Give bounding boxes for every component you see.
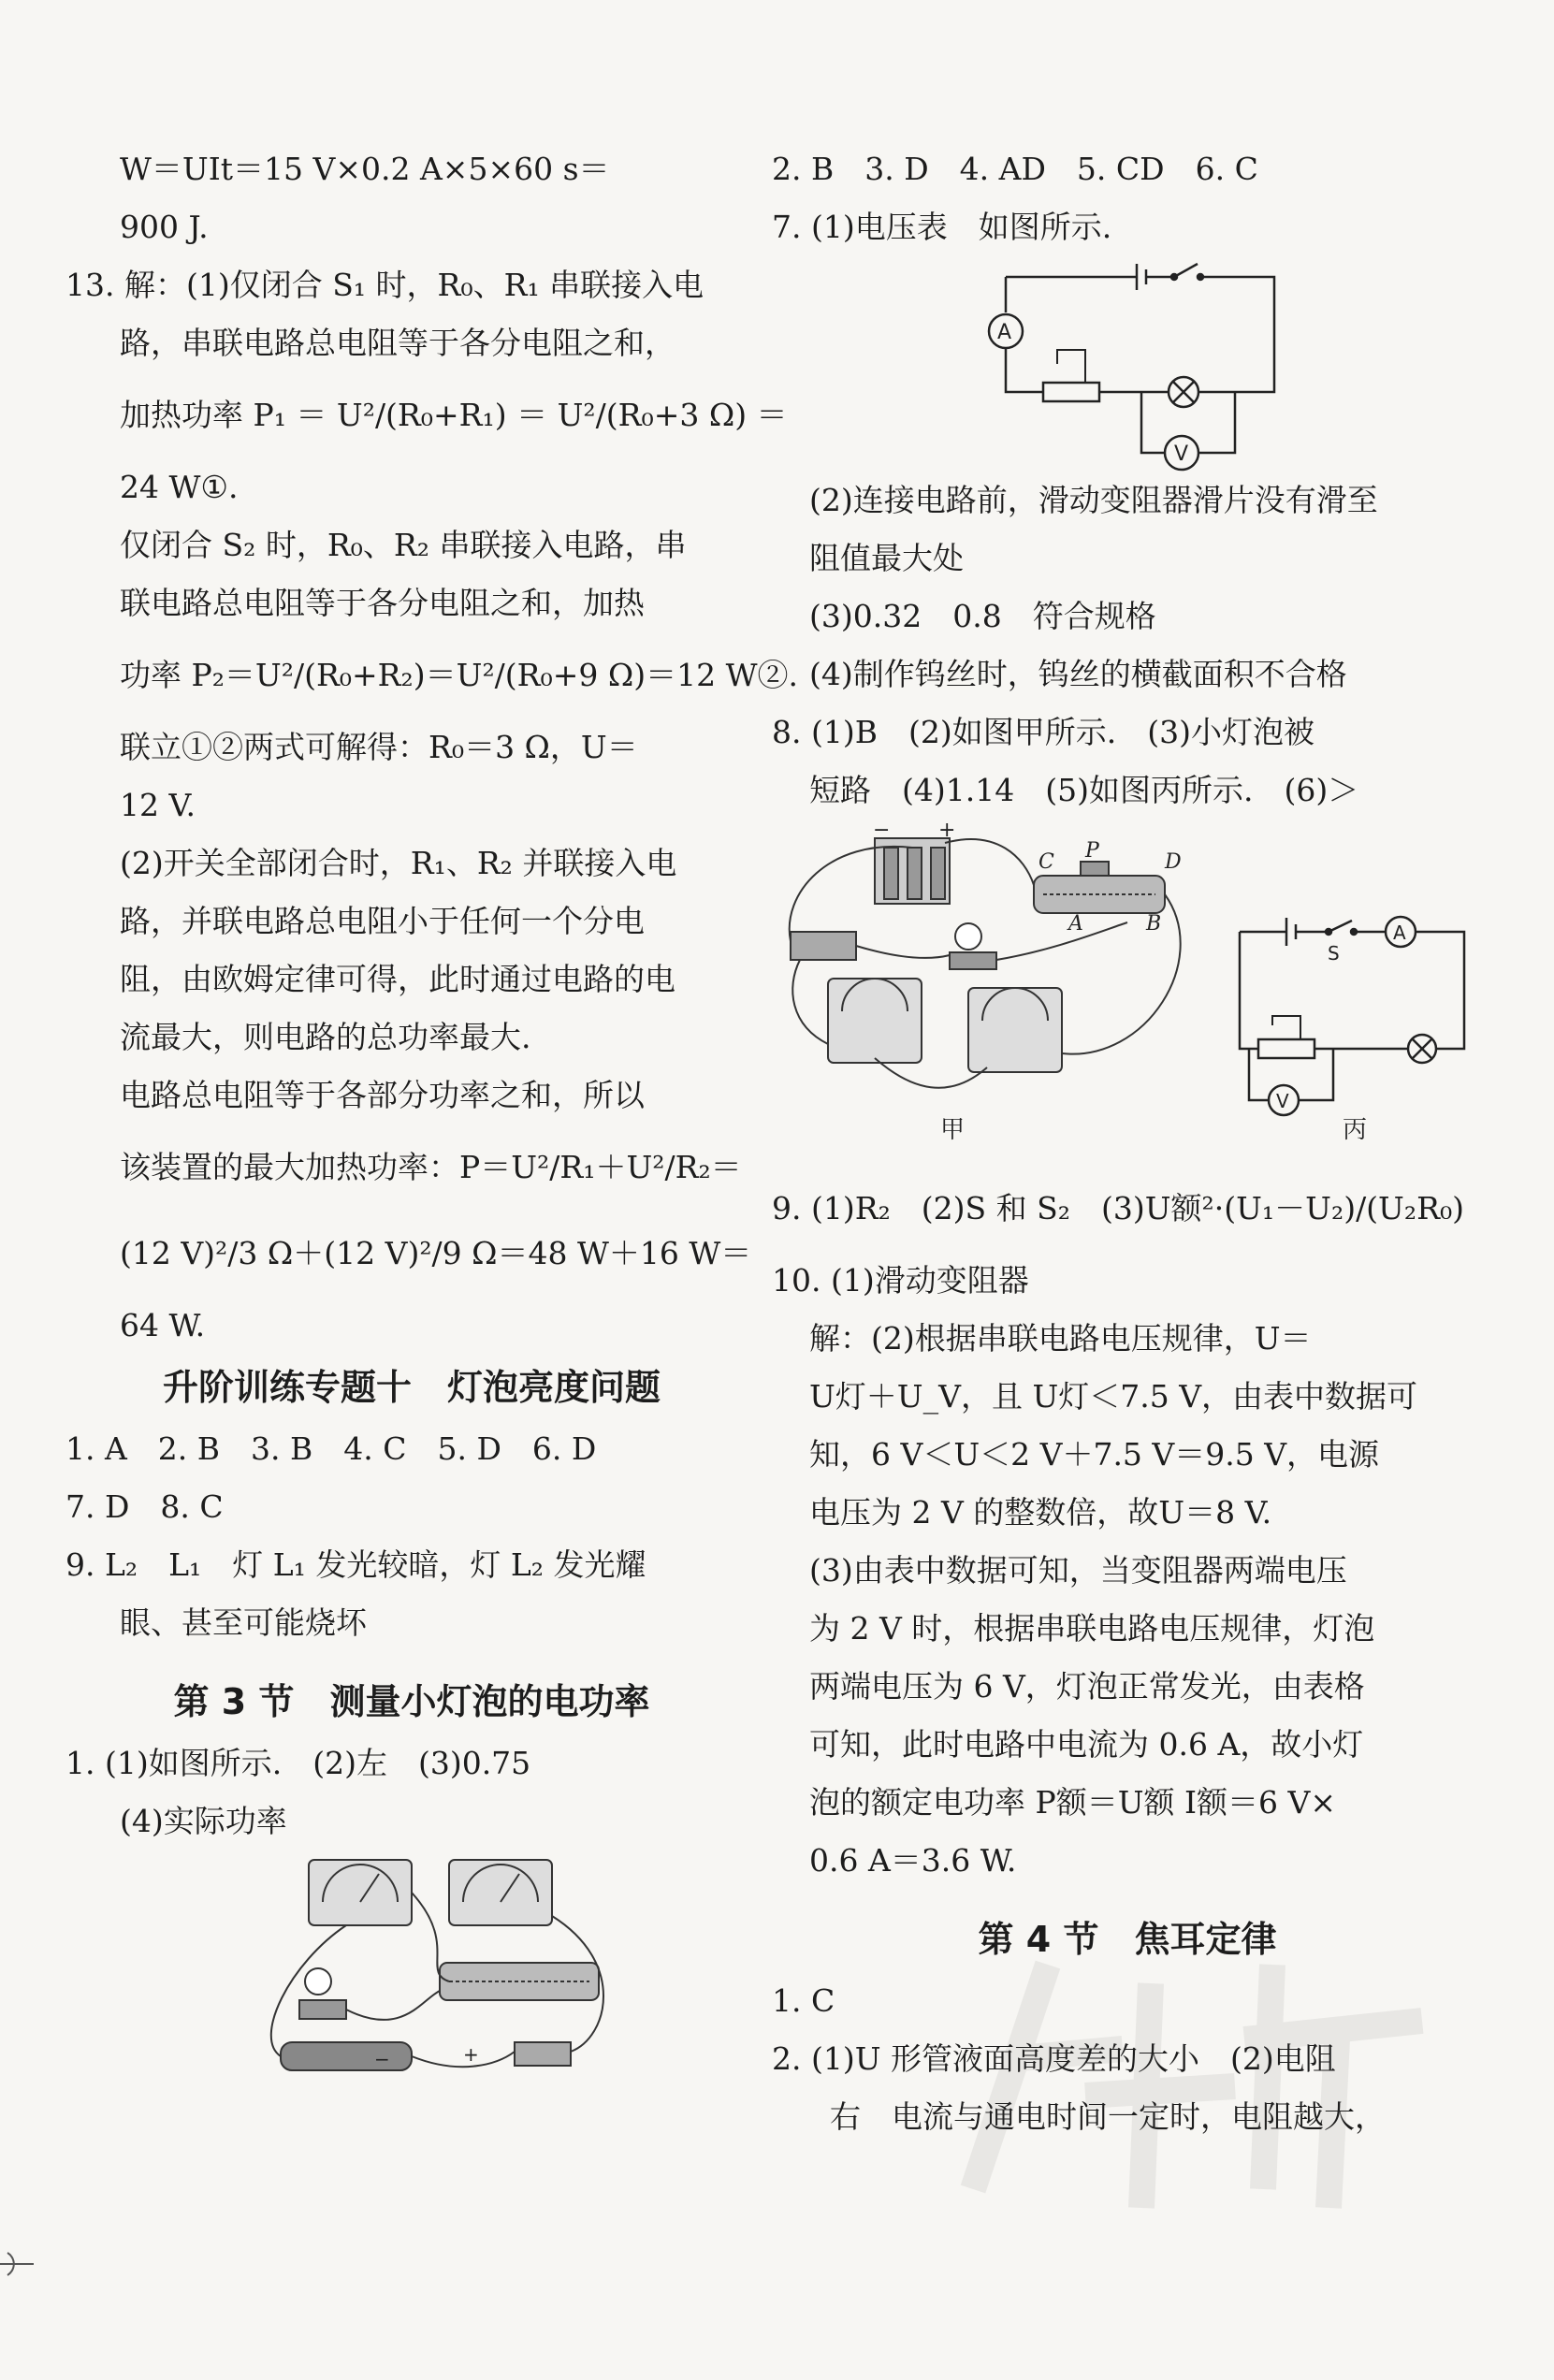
- circuit-photo-8-jia-icon: [790, 838, 1181, 1088]
- answer-line: 900 J.: [120, 209, 209, 245]
- answer-line: 电压为 2 V 的整数倍，故U＝8 V.: [809, 1494, 1272, 1531]
- answer-line: 联立①②两式可解得：R₀＝3 Ω，U＝: [120, 729, 638, 765]
- circuit-diagram-8-bing-icon: [1240, 917, 1464, 1115]
- svg-text:−: −: [374, 2048, 390, 2070]
- answer-line: W＝UIt＝15 V×0.2 A×5×60 s＝: [120, 151, 610, 187]
- circuit-diagram-7-icon: [772, 256, 1483, 472]
- brightness-answer-line: 9. L₂ L₁ 灯 L₁ 发光较暗，灯 L₂ 发光耀: [65, 1546, 646, 1583]
- answer-line: (12 V)²/3 Ω＋(12 V)²/9 Ω＝48 W＋16 W＝: [120, 1235, 752, 1271]
- answer-line: 知，6 V＜U＜2 V＋7.5 V＝9.5 V，电源: [809, 1436, 1380, 1473]
- answer-line: (2)连接电路前，滑动变阻器滑片没有滑至: [809, 482, 1378, 518]
- figure-caption-bing: 丙: [1343, 1116, 1368, 1144]
- answer-block-brightness: [65, 1420, 758, 1652]
- answer-block-right-b: [772, 472, 1483, 820]
- brightness-answer-line: 眼、甚至可能烧坏: [120, 1604, 367, 1641]
- brightness-answer-line: 1. A 2. B 3. B 4. C 5. D 6. D: [65, 1430, 597, 1467]
- answer-block-right: [772, 140, 1483, 256]
- answer-line: 8. (1)B (2)如图甲所示. (3)小灯泡被: [772, 714, 1314, 750]
- svg-text:+: +: [463, 2043, 479, 2066]
- section-heading-joule-law: 第 4 节 焦耳定律: [978, 1919, 1277, 1960]
- answer-line: 阻值最大处: [809, 540, 964, 576]
- svg-text:D: D: [1165, 850, 1182, 874]
- answer-line: 流最大，则电路的总功率最大.: [120, 1019, 531, 1055]
- svg-text:−: −: [873, 820, 891, 842]
- answer-line: 联电路总电阻等于各分电阻之和，加热: [120, 585, 645, 621]
- answer-line: 2. B 3. D 4. AD 5. CD 6. C: [772, 151, 1258, 187]
- svg-text:A: A: [1393, 922, 1406, 944]
- answer-line: (4)制作钨丝时，钨丝的横截面积不合格: [809, 656, 1347, 692]
- answer-line: 可知，此时电路中电流为 0.6 A，故小灯: [809, 1726, 1364, 1763]
- answer-line: 7. (1)电压表 如图所示.: [772, 209, 1112, 245]
- answer-line: 9. (1)R₂ (2)S 和 S₂ (3)U额²·(U₁－U₂)/(U₂R₀): [772, 1190, 1465, 1226]
- answer-line: 短路 (4)1.14 (5)如图丙所示. (6)＞: [809, 772, 1359, 808]
- answer-line: 该装置的最大加热功率：P＝U²/R₁＋U²/R₂＝: [120, 1149, 742, 1185]
- answer-line: 泡的额定电功率 P额＝U额 I额＝6 V×: [809, 1784, 1336, 1821]
- svg-text:V: V: [1174, 443, 1189, 466]
- circuit-figures-8: [772, 820, 1483, 1166]
- answer-line: (2)开关全部闭合时，R₁、R₂ 并联接入电: [120, 845, 677, 881]
- measure-power-answer-line: (4)实际功率: [120, 1803, 287, 1839]
- answer-line: 为 2 V 时，根据串联电路电压规律，灯泡: [809, 1610, 1375, 1647]
- svg-text:A: A: [997, 321, 1012, 344]
- joule-law-answer-line: 2. (1)U 形管液面高度差的大小 (2)电阻: [772, 2040, 1336, 2077]
- answer-line: 0.6 A＝3.6 W.: [809, 1842, 1017, 1879]
- section-heading-measure-power: 第 3 节 测量小灯泡的电功率: [173, 1681, 650, 1722]
- measure-power-answer-line: 1. (1)如图所示. (2)左 (3)0.75: [65, 1745, 531, 1781]
- figure-caption-jia: 甲: [940, 1116, 966, 1144]
- page-edge-mark: [0, 2245, 34, 2283]
- joule-law-answer-line: 右 电流与通电时间一定时，电阻越大，: [830, 2098, 1386, 2135]
- answer-line: 加热功率 P₁ ＝ U²/(R₀+R₁) ＝ U²/(R₀+3 Ω) ＝: [120, 397, 788, 433]
- answer-line: (3)0.32 0.8 符合规格: [809, 598, 1156, 634]
- svg-text:+: +: [938, 820, 956, 842]
- right-column: [772, 140, 1483, 2146]
- answer-line: 12 V.: [120, 787, 196, 823]
- answer-line: 路，串联电路总电阻等于各分电阻之和，: [120, 325, 675, 361]
- answer-block-left: [65, 140, 799, 1355]
- answer-line: U灯＋U_V，且 U灯＜7.5 V，由表中数据可: [809, 1378, 1418, 1415]
- answer-line: 解：(2)根据串联电路电压规律，U＝: [809, 1320, 1312, 1357]
- answer-line: 64 W.: [120, 1307, 206, 1343]
- svg-text:A: A: [1068, 912, 1083, 936]
- left-column: [65, 140, 799, 2084]
- joule-law-answer-line: 1. C: [772, 1982, 835, 2019]
- svg-text:S: S: [1328, 942, 1340, 965]
- brightness-answer-line: 7. D 8. C: [65, 1488, 224, 1525]
- svg-text:V: V: [1276, 1090, 1289, 1112]
- circuit-photo-1-icon: [65, 1850, 758, 2084]
- answer-block-measure-power: [65, 1734, 758, 1850]
- answer-line: (3)由表中数据可知，当变阻器两端电压: [809, 1552, 1347, 1589]
- answer-line: 阻，由欧姆定律可得，此时通过电路的电: [120, 961, 675, 997]
- answer-line: 路，并联电路总电阻小于任何一个分电: [120, 903, 645, 939]
- answer-block-right-d: [772, 1972, 1483, 2146]
- answer-line: 仅闭合 S₂ 时，R₀、R₂ 串联接入电路，串: [120, 527, 687, 563]
- svg-text:B: B: [1146, 912, 1162, 936]
- svg-text:P: P: [1085, 839, 1099, 863]
- answer-line: 13. 解：(1)仅闭合 S₁ 时，R₀、R₁ 串联接入电: [65, 267, 704, 303]
- answer-line: 电路总电阻等于各部分功率之和，所以: [120, 1077, 645, 1113]
- section-heading-brightness: 升阶训练专题十 灯泡亮度问题: [162, 1367, 661, 1408]
- answer-line: 功率 P₂＝U²/(R₀+R₂)＝U²/(R₀+9 Ω)＝12 W②.: [120, 657, 799, 693]
- answer-line: 24 W①.: [120, 469, 239, 505]
- answer-line: 两端电压为 6 V，灯泡正常发光，由表格: [809, 1668, 1365, 1705]
- svg-text:C: C: [1038, 850, 1054, 874]
- answer-block-right-c: [772, 1166, 1483, 1890]
- answer-line: 10. (1)滑动变阻器: [772, 1262, 1029, 1299]
